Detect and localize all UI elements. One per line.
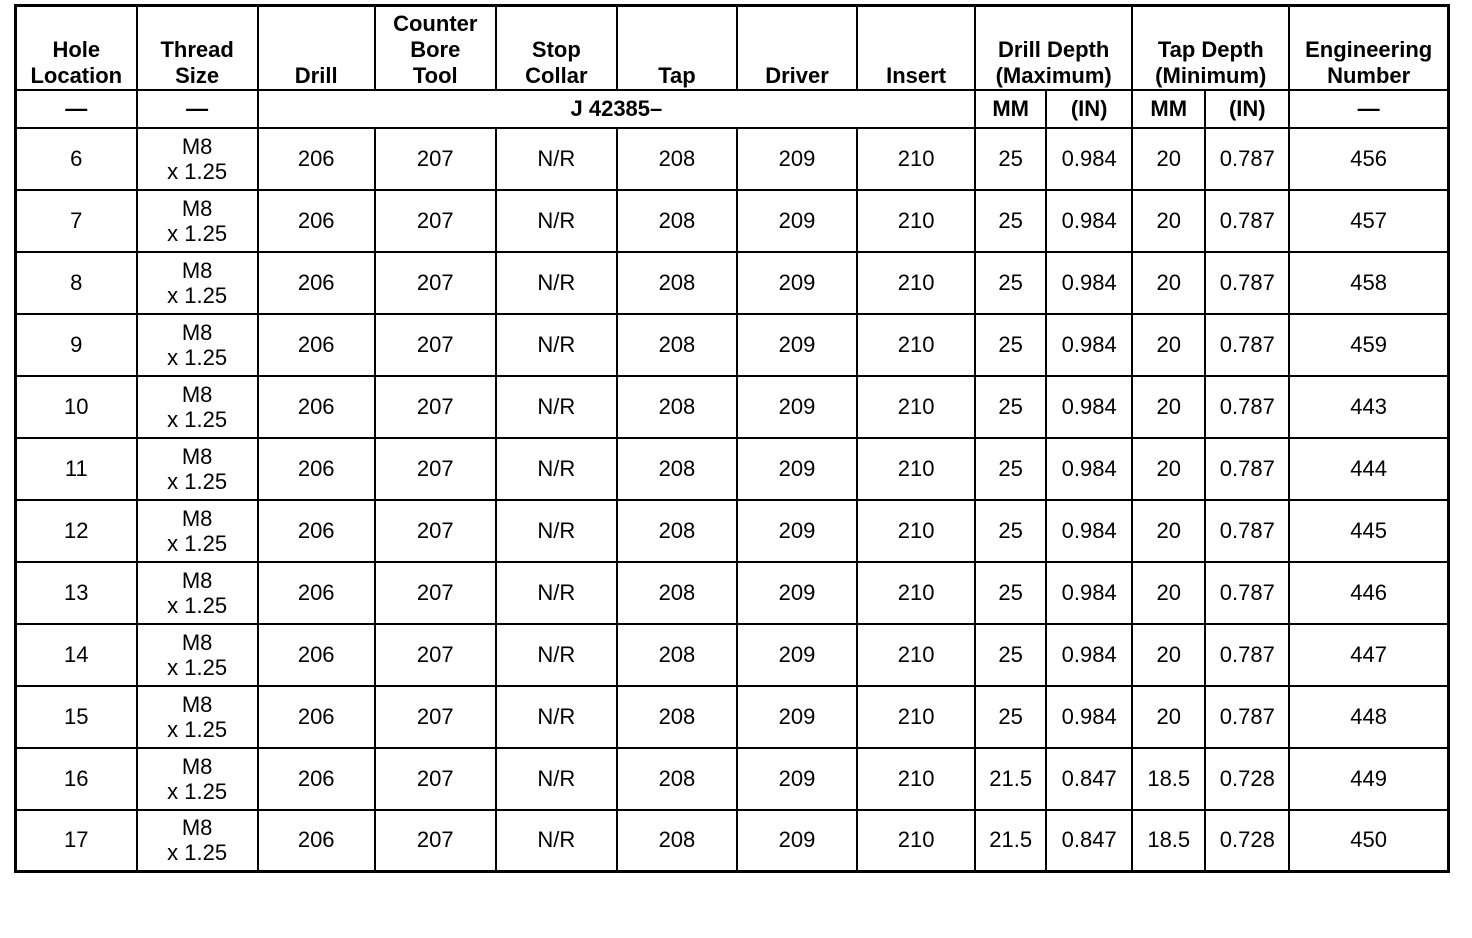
cell-hole-location: 16 xyxy=(16,748,137,810)
cell-drill: 206 xyxy=(258,686,375,748)
thread-pitch-line: x 1.25 xyxy=(167,220,228,246)
table-row xyxy=(16,376,1449,438)
thread-size-line: M8 xyxy=(181,319,213,345)
cell-drill-depth-in: 0.984 xyxy=(1046,128,1132,190)
cell-thread-size xyxy=(137,562,258,624)
thread-size-line: M8 xyxy=(181,753,213,779)
cell-engineering-number: 449 xyxy=(1289,748,1448,810)
cell-driver: 209 xyxy=(737,686,857,748)
cell-tap: 208 xyxy=(617,314,737,376)
cell-tap: 208 xyxy=(617,686,737,748)
cell-drill-depth-in: 0.984 xyxy=(1046,686,1132,748)
cell-counter-bore-tool: 207 xyxy=(375,128,496,190)
cell-counter-bore-tool: 207 xyxy=(375,376,496,438)
cell-tap-depth-in: 0.787 xyxy=(1205,190,1289,252)
table-row xyxy=(16,314,1449,376)
cell-hole-location: 15 xyxy=(16,686,137,748)
cell-drill: 206 xyxy=(258,190,375,252)
cell-driver: 209 xyxy=(737,190,857,252)
units-engineering-number: — xyxy=(1289,90,1448,128)
thread-pitch-line: x 1.25 xyxy=(167,344,228,370)
thread-pitch-line: x 1.25 xyxy=(167,592,228,618)
cell-drill-depth-in: 0.984 xyxy=(1046,314,1132,376)
cell-insert: 210 xyxy=(857,562,975,624)
tool-prefix: J 42385– xyxy=(258,90,975,128)
cell-drill-depth-in: 0.984 xyxy=(1046,190,1132,252)
cell-thread-size xyxy=(137,438,258,500)
cell-tap: 208 xyxy=(617,748,737,810)
cell-tap-depth-in: 0.787 xyxy=(1205,314,1289,376)
cell-insert: 210 xyxy=(857,190,975,252)
thread-pitch-line: x 1.25 xyxy=(167,406,228,432)
table-row xyxy=(16,810,1449,872)
thread-pitch-line: x 1.25 xyxy=(167,530,228,556)
cell-driver: 209 xyxy=(737,500,857,562)
cell-engineering-number: 444 xyxy=(1289,438,1448,500)
cell-engineering-number: 443 xyxy=(1289,376,1448,438)
cell-tap-depth-in: 0.787 xyxy=(1205,376,1289,438)
cell-hole-location: 8 xyxy=(16,252,137,314)
cell-engineering-number: 456 xyxy=(1289,128,1448,190)
cell-tap-depth-in: 0.787 xyxy=(1205,500,1289,562)
thread-size-line: M8 xyxy=(181,505,213,531)
cell-driver: 209 xyxy=(737,438,857,500)
hole-repair-tool-table xyxy=(14,4,1450,873)
cell-drill-depth-mm: 25 xyxy=(975,500,1046,562)
table-row xyxy=(16,128,1449,190)
cell-engineering-number: 448 xyxy=(1289,686,1448,748)
cell-engineering-number: 445 xyxy=(1289,500,1448,562)
cell-driver: 209 xyxy=(737,314,857,376)
cell-counter-bore-tool: 207 xyxy=(375,190,496,252)
table-body xyxy=(16,128,1449,872)
cell-insert: 210 xyxy=(857,500,975,562)
cell-tap-depth-mm: 20 xyxy=(1132,128,1205,190)
cell-stop-collar: N/R xyxy=(496,810,617,872)
thread-size-line: M8 xyxy=(181,133,213,159)
cell-thread-size xyxy=(137,314,258,376)
table-row xyxy=(16,438,1449,500)
cell-tap: 208 xyxy=(617,252,737,314)
cell-thread-size xyxy=(137,500,258,562)
cell-tap-depth-mm: 20 xyxy=(1132,376,1205,438)
cell-engineering-number: 447 xyxy=(1289,624,1448,686)
header-stop-collar: Stop Collar xyxy=(496,6,617,90)
cell-drill-depth-in: 0.847 xyxy=(1046,810,1132,872)
table-row xyxy=(16,252,1449,314)
cell-tap-depth-in: 0.728 xyxy=(1205,748,1289,810)
cell-drill-depth-in: 0.984 xyxy=(1046,624,1132,686)
table-row xyxy=(16,748,1449,810)
cell-drill-depth-mm: 25 xyxy=(975,376,1046,438)
thread-pitch-line: x 1.25 xyxy=(167,716,228,742)
cell-hole-location: 10 xyxy=(16,376,137,438)
cell-driver: 209 xyxy=(737,376,857,438)
thread-size-line: M8 xyxy=(181,629,213,655)
cell-engineering-number: 459 xyxy=(1289,314,1448,376)
cell-counter-bore-tool: 207 xyxy=(375,314,496,376)
header-insert: Insert xyxy=(857,6,975,90)
cell-drill: 206 xyxy=(258,376,375,438)
thread-pitch-line: x 1.25 xyxy=(167,654,228,680)
cell-tap: 208 xyxy=(617,624,737,686)
cell-tap-depth-mm: 18.5 xyxy=(1132,748,1205,810)
cell-tap: 208 xyxy=(617,190,737,252)
table-row xyxy=(16,190,1449,252)
thread-size-line: M8 xyxy=(181,443,213,469)
cell-driver: 209 xyxy=(737,810,857,872)
cell-tap-depth-in: 0.787 xyxy=(1205,562,1289,624)
cell-hole-location: 12 xyxy=(16,500,137,562)
header-drill-depth: Drill Depth (Maximum) xyxy=(975,6,1132,90)
cell-thread-size xyxy=(137,686,258,748)
cell-drill-depth-in: 0.984 xyxy=(1046,500,1132,562)
cell-drill: 206 xyxy=(258,624,375,686)
cell-tap: 208 xyxy=(617,562,737,624)
thread-size-line: M8 xyxy=(181,381,213,407)
cell-hole-location: 6 xyxy=(16,128,137,190)
cell-thread-size xyxy=(137,128,258,190)
cell-drill: 206 xyxy=(258,500,375,562)
cell-stop-collar: N/R xyxy=(496,562,617,624)
header-tap-depth: Tap Depth (Minimum) xyxy=(1132,6,1289,90)
cell-tap-depth-in: 0.787 xyxy=(1205,438,1289,500)
cell-stop-collar: N/R xyxy=(496,748,617,810)
cell-tap-depth-mm: 20 xyxy=(1132,624,1205,686)
units-hole-location: — xyxy=(16,90,137,128)
thread-pitch-line: x 1.25 xyxy=(167,840,228,866)
cell-counter-bore-tool: 207 xyxy=(375,624,496,686)
units-drill-in: (IN) xyxy=(1046,90,1132,128)
cell-stop-collar: N/R xyxy=(496,438,617,500)
cell-thread-size xyxy=(137,748,258,810)
cell-drill-depth-in: 0.984 xyxy=(1046,376,1132,438)
cell-hole-location: 13 xyxy=(16,562,137,624)
cell-hole-location: 7 xyxy=(16,190,137,252)
cell-thread-size xyxy=(137,252,258,314)
cell-stop-collar: N/R xyxy=(496,686,617,748)
header-drill: Drill xyxy=(258,6,375,90)
cell-counter-bore-tool: 207 xyxy=(375,810,496,872)
cell-thread-size xyxy=(137,376,258,438)
cell-insert: 210 xyxy=(857,314,975,376)
cell-tap: 208 xyxy=(617,128,737,190)
cell-stop-collar: N/R xyxy=(496,376,617,438)
cell-stop-collar: N/R xyxy=(496,252,617,314)
cell-stop-collar: N/R xyxy=(496,314,617,376)
cell-counter-bore-tool: 207 xyxy=(375,748,496,810)
cell-hole-location: 14 xyxy=(16,624,137,686)
thread-pitch-line: x 1.25 xyxy=(167,778,228,804)
cell-drill-depth-mm: 25 xyxy=(975,190,1046,252)
cell-counter-bore-tool: 207 xyxy=(375,438,496,500)
cell-drill-depth-mm: 25 xyxy=(975,314,1046,376)
cell-insert: 210 xyxy=(857,438,975,500)
table-row xyxy=(16,562,1449,624)
cell-tap-depth-mm: 18.5 xyxy=(1132,810,1205,872)
cell-drill-depth-mm: 25 xyxy=(975,686,1046,748)
cell-drill-depth-in: 0.847 xyxy=(1046,748,1132,810)
cell-tap: 208 xyxy=(617,438,737,500)
cell-drill-depth-mm: 21.5 xyxy=(975,748,1046,810)
cell-driver: 209 xyxy=(737,252,857,314)
table-row xyxy=(16,686,1449,748)
cell-drill-depth-in: 0.984 xyxy=(1046,562,1132,624)
cell-hole-location: 11 xyxy=(16,438,137,500)
cell-thread-size xyxy=(137,190,258,252)
cell-drill-depth-mm: 25 xyxy=(975,562,1046,624)
cell-insert: 210 xyxy=(857,376,975,438)
cell-tap-depth-in: 0.728 xyxy=(1205,810,1289,872)
cell-insert: 210 xyxy=(857,686,975,748)
thread-pitch-line: x 1.25 xyxy=(167,282,228,308)
cell-hole-location: 17 xyxy=(16,810,137,872)
cell-drill-depth-mm: 21.5 xyxy=(975,810,1046,872)
cell-driver: 209 xyxy=(737,128,857,190)
cell-drill: 206 xyxy=(258,252,375,314)
cell-driver: 209 xyxy=(737,624,857,686)
units-tap-mm: MM xyxy=(1132,90,1205,128)
cell-insert: 210 xyxy=(857,810,975,872)
cell-tap: 208 xyxy=(617,376,737,438)
cell-driver: 209 xyxy=(737,748,857,810)
cell-drill: 206 xyxy=(258,314,375,376)
cell-insert: 210 xyxy=(857,624,975,686)
table-row xyxy=(16,500,1449,562)
cell-counter-bore-tool: 207 xyxy=(375,500,496,562)
thread-size-line: M8 xyxy=(181,257,213,283)
cell-stop-collar: N/R xyxy=(496,190,617,252)
cell-counter-bore-tool: 207 xyxy=(375,252,496,314)
cell-tap-depth-in: 0.787 xyxy=(1205,252,1289,314)
cell-stop-collar: N/R xyxy=(496,128,617,190)
cell-engineering-number: 457 xyxy=(1289,190,1448,252)
cell-counter-bore-tool: 207 xyxy=(375,562,496,624)
cell-drill-depth-mm: 25 xyxy=(975,624,1046,686)
units-drill-mm: MM xyxy=(975,90,1046,128)
cell-drill-depth-mm: 25 xyxy=(975,438,1046,500)
units-thread-size: — xyxy=(137,90,258,128)
cell-stop-collar: N/R xyxy=(496,500,617,562)
cell-counter-bore-tool: 207 xyxy=(375,686,496,748)
cell-drill: 206 xyxy=(258,562,375,624)
header-thread-size: Thread Size xyxy=(137,6,258,90)
thread-size-line: M8 xyxy=(181,691,213,717)
cell-stop-collar: N/R xyxy=(496,624,617,686)
header-tap: Tap xyxy=(617,6,737,90)
header-hole-location: Hole Location xyxy=(16,6,137,90)
cell-thread-size xyxy=(137,810,258,872)
cell-insert: 210 xyxy=(857,748,975,810)
cell-insert: 210 xyxy=(857,252,975,314)
cell-drill: 206 xyxy=(258,128,375,190)
cell-tap-depth-mm: 20 xyxy=(1132,314,1205,376)
cell-thread-size xyxy=(137,624,258,686)
thread-size-line: M8 xyxy=(181,195,213,221)
thread-pitch-line: x 1.25 xyxy=(167,158,228,184)
cell-drill-depth-mm: 25 xyxy=(975,128,1046,190)
thread-size-line: M8 xyxy=(181,567,213,593)
units-tap-in: (IN) xyxy=(1205,90,1289,128)
cell-tap-depth-in: 0.787 xyxy=(1205,128,1289,190)
cell-driver: 209 xyxy=(737,562,857,624)
cell-tap-depth-in: 0.787 xyxy=(1205,624,1289,686)
cell-tap-depth-in: 0.787 xyxy=(1205,686,1289,748)
cell-hole-location: 9 xyxy=(16,314,137,376)
cell-tap-depth-mm: 20 xyxy=(1132,562,1205,624)
cell-drill: 206 xyxy=(258,748,375,810)
cell-drill-depth-mm: 25 xyxy=(975,252,1046,314)
cell-tap-depth-mm: 20 xyxy=(1132,438,1205,500)
cell-drill: 206 xyxy=(258,438,375,500)
cell-engineering-number: 446 xyxy=(1289,562,1448,624)
cell-tap: 208 xyxy=(617,500,737,562)
cell-engineering-number: 450 xyxy=(1289,810,1448,872)
cell-drill-depth-in: 0.984 xyxy=(1046,438,1132,500)
thread-size-line: M8 xyxy=(181,815,213,841)
cell-engineering-number: 458 xyxy=(1289,252,1448,314)
cell-drill-depth-in: 0.984 xyxy=(1046,252,1132,314)
table-row xyxy=(16,624,1449,686)
cell-tap-depth-mm: 20 xyxy=(1132,686,1205,748)
cell-tap: 208 xyxy=(617,810,737,872)
cell-insert: 210 xyxy=(857,128,975,190)
cell-tap-depth-mm: 20 xyxy=(1132,190,1205,252)
header-row xyxy=(16,6,1449,90)
header-driver: Driver xyxy=(737,6,857,90)
cell-tap-depth-mm: 20 xyxy=(1132,500,1205,562)
cell-tap-depth-mm: 20 xyxy=(1132,252,1205,314)
thread-pitch-line: x 1.25 xyxy=(167,468,228,494)
units-row xyxy=(16,90,1449,128)
cell-drill: 206 xyxy=(258,810,375,872)
header-engineering-number: Engineering Number xyxy=(1289,6,1448,90)
header-counter-bore-tool: Counter Bore Tool xyxy=(375,6,496,90)
